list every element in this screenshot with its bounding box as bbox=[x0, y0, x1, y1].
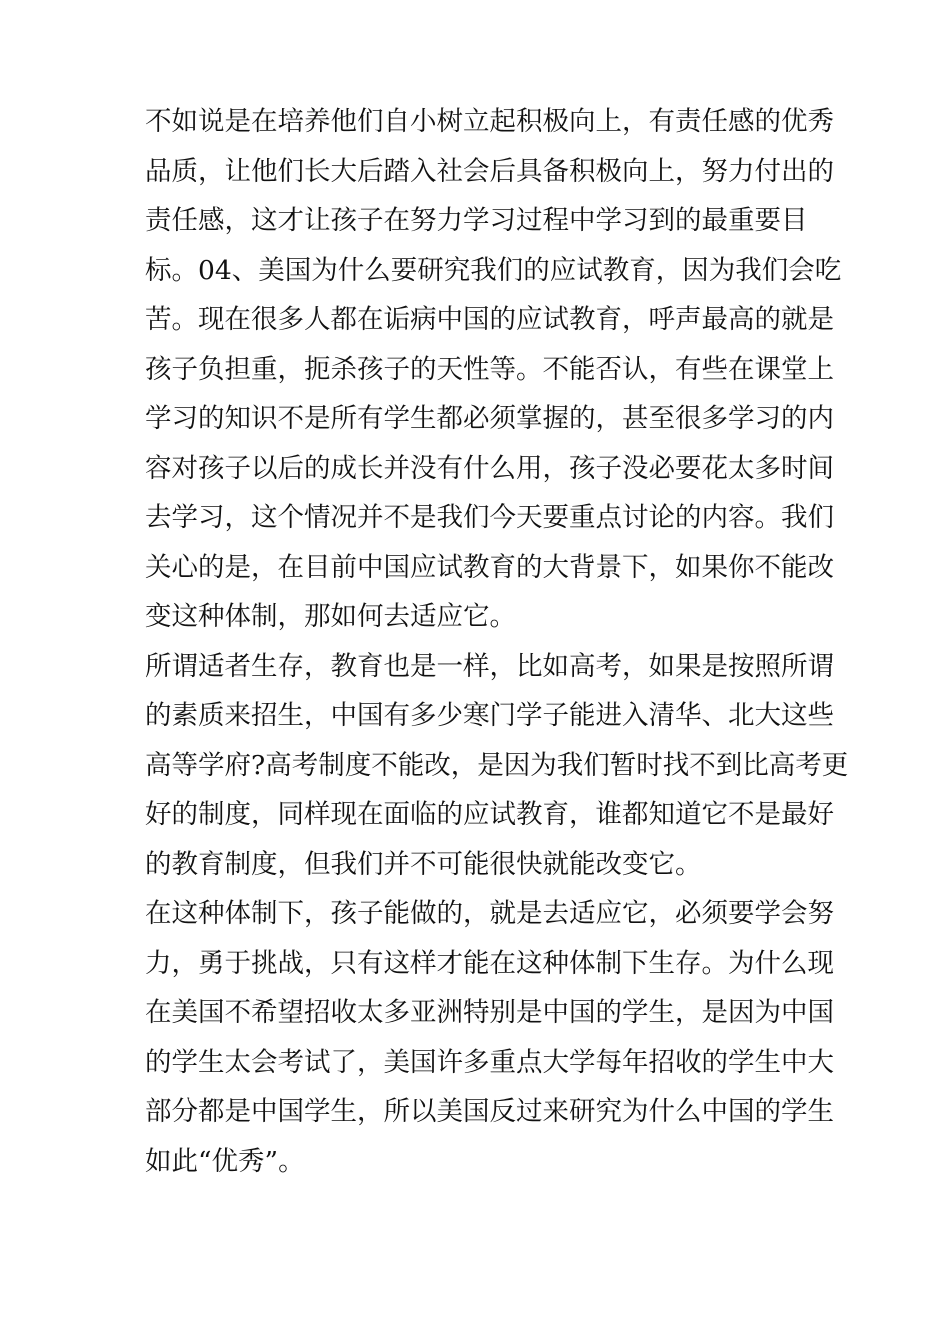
text-line: 如此“优秀”。 bbox=[145, 1145, 305, 1177]
body-text bbox=[145, 97, 849, 1186]
text-line: 的学生太会考试了，美国许多重点大学每年招收的学生中大 bbox=[145, 1046, 834, 1078]
text-line: 容对孩子以后的成长并没有什么用，孩子没必要花太多时间 bbox=[145, 452, 834, 484]
text-line: 变这种体制，那如何去适应它。 bbox=[145, 601, 516, 632]
text-line: 在美国不希望招收太多亚洲特别是中国的学生，是因为中国 bbox=[145, 997, 834, 1028]
text-line: 的素质来招生，中国有多少寒门学子能进入清华、北大这些 bbox=[145, 700, 834, 731]
text-line: 苦。现在很多人都在诟病中国的应试教育，呼声最高的就是 bbox=[145, 304, 834, 335]
text-line: 力，勇于挑战，只有这样才能在这种体制下生存。为什么现 bbox=[145, 947, 834, 979]
text-line: 关心的是，在目前中国应试教育的大背景下，如果你不能改 bbox=[145, 551, 834, 583]
text-line: 去学习，这个情况并不是我们今天要重点讨论的内容。我们 bbox=[145, 502, 834, 533]
text-line: 所谓适者生存，教育也是一样，比如高考，如果是按照所谓 bbox=[145, 650, 834, 682]
text-line: 高等学府?高考制度不能改，是因为我们暂时找不到比高考更 bbox=[145, 749, 849, 781]
text-line: 孩子负担重，扼杀孩子的天性等。不能否认，有些在课堂上 bbox=[145, 353, 834, 385]
text-line: 标。04、美国为什么要研究我们的应试教育，因为我们会吃 bbox=[145, 254, 842, 286]
text-line: 在这种体制下，孩子能做的，就是去适应它，必须要学会努 bbox=[145, 898, 834, 929]
text-line: 部分都是中国学生，所以美国反过来研究为什么中国的学生 bbox=[145, 1096, 834, 1127]
text-line: 学习的知识不是所有学生都必须掌握的，甚至很多学习的内 bbox=[145, 403, 834, 434]
text-line: 责任感，这才让孩子在努力学习过程中学习到的最重要目 bbox=[145, 205, 808, 236]
text-line: 品质，让他们长大后踏入社会后具备积极向上，努力付出的 bbox=[145, 155, 834, 187]
text-line: 好的制度，同样现在面临的应试教育，谁都知道它不是最好 bbox=[145, 799, 834, 830]
text-line: 不如说是在培养他们自小树立起积极向上，有责任感的优秀 bbox=[145, 106, 834, 137]
text-line: 的教育制度，但我们并不可能很快就能改变它。 bbox=[145, 848, 702, 880]
